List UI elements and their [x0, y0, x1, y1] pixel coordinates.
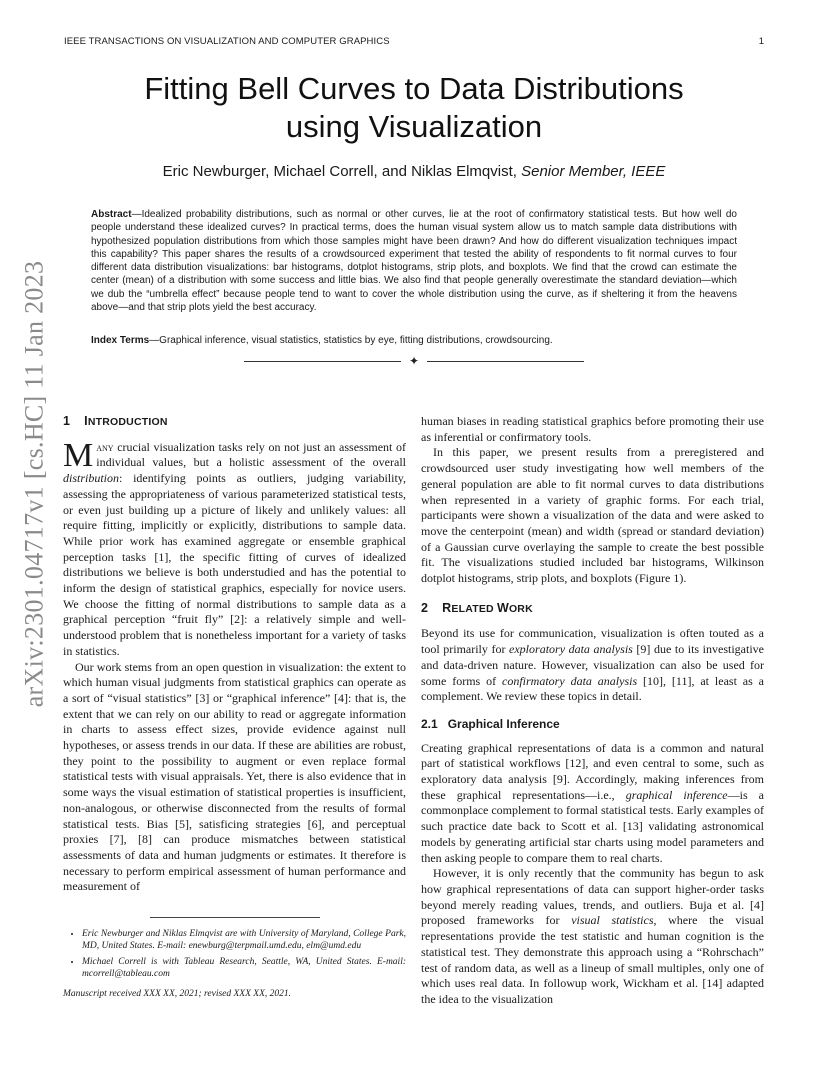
abstract-label: Abstract: [91, 209, 132, 220]
section-number: 2: [421, 600, 429, 615]
related-emphasis-2: confirmatory data analysis: [502, 673, 638, 688]
section-heading-related-work: [421, 601, 764, 618]
index-terms-text: —Graphical inference, visual statistics, statistics by eye, fitting distributions, crowdsourcing.: [149, 335, 553, 346]
footnotes: [63, 928, 406, 1000]
intro-paragraph-2: Our work stems from an open question in visualization: the extent to which human visual judgments from statistical graphics can operate as a sort of “visual statistics” [3] or “graphical inference” [4]: that is, the extent that we can rely on our ability to read or aggregate information in charts to assess effect sizes, provide evidence against null hypotheses, or assess trends in our data. If these are abilities are robust, they point to the possibility to augment or even replace formal statistical tests with visual appraisals. Yet, there is also evidence that in some ways the visual estimation of statistical properties is insufficient, non-analogous, or otherwise disconnected from the results of formal statistical tests. Bias [5], satisficing strategies [6], and perceptual proxies [7], [8] can produce mismatches between statistical assessments of data and human judgments or estimates. It therefore is necessary to perform empirical assessment of human performance and measurement of: [63, 659, 406, 894]
section-title-rest: ELATED: [451, 602, 497, 615]
section-title-rest: NTRODUCTION: [87, 416, 168, 428]
arxiv-identifier-text: arXiv:2301.04717v1 [cs.HC] 11 Jan 2023: [19, 260, 49, 708]
footnote-affiliation-1: • Eric Newburger and Niklas Elmqvist are with University of Maryland, College Park, MD, United States. E-mail: enewburg@terpmail.umd.edu, elm@umd.edu: [82, 928, 406, 952]
gi2-text-b: , where the visual representations provide the test statistic and human cognition is the statistical test. They demonstrate this approach using a “Rohrschach” test of random data, as well as a lineup of small multiples, only one of which uses real data. In followup work, Wickham et al. [14] adapted the idea to the visualization: [421, 913, 765, 1006]
related-text-b: [9] due to its investigative and data-driven nature. However, visualization can also be used for some forms of: [421, 642, 764, 688]
section-number: 1: [63, 414, 71, 428]
right-column: [421, 414, 764, 1008]
paper-title-line-1: Fitting Bell Curves to Data Distributions: [144, 71, 684, 106]
gi-emphasis: graphical inference: [625, 787, 728, 802]
related-text-c: [10], [11], at least as a complement. We review these topics in detail.: [421, 673, 765, 704]
related-work-paragraph: [421, 626, 764, 705]
running-head: IEEE TRANSACTIONS ON VISUALIZATION AND COMPUTER GRAPHICS: [64, 36, 390, 47]
footnote-affiliation-2: • Michael Correll is with Tableau Research, Seattle, WA, United States. E-mail: mcorrell@tableau.com: [82, 956, 406, 980]
manuscript-note: Manuscript received XXX XX, 2021; revised XXX XX, 2021.: [63, 989, 292, 999]
gi-text-b: —is a commonplace complement to formal statistical tests. Early examples of such practice date back to Scott et al. [13] validating astronomical models by generating artificial star charts using model parameters and then asking people to compare them to real charts.: [421, 787, 764, 865]
intro-text-b: : identifying points as outliers, judging variability, assessing the appropriateness of various parameterized statistical tests, or even just building up a picture of likely and unlikely values: all require fitting, implicitly or explicitly, distributions to sample data. While prior work has examined aggregate or ensemble graphical perception tasks [1], the specific fitting of curves of idealized distributions we believe is both understudied and has the potential to inform the design of statistical graphics, especially for novice users. We choose the fitting of normal distributions to sample data as a graphical perception “fruit fly” [2]: a relatively simple and well-understood problem that is nonetheless important for a variety of tasks in statistics.: [63, 471, 406, 658]
related-text-a: Beyond its use for communication, visualization is often touted as a tool primarily for: [421, 626, 764, 657]
intro-paragraph-1: [63, 436, 406, 660]
related-emphasis-1: exploratory data analysis: [509, 642, 633, 657]
subsection-title: Graphical Inference: [447, 716, 560, 731]
author-list: [70, 162, 758, 182]
drop-cap: M: [63, 436, 94, 474]
paper-title-line-2: using Visualization: [285, 109, 543, 144]
section-divider: [244, 354, 584, 368]
divider-rule-right: [427, 361, 584, 362]
divider-rule-left: [244, 361, 401, 362]
intro-paragraph-continued: human biases in reading statistical graphics before promoting their use as inferential or confirmatory tools.: [421, 414, 764, 444]
abstract: [91, 208, 737, 314]
paper-title: [70, 70, 758, 146]
author-membership: Senior Member, IEEE: [521, 163, 666, 180]
subsection-number: 2.1: [421, 716, 438, 731]
graphical-inference-paragraph-1: [421, 741, 764, 867]
gi2-emphasis: visual statistics: [571, 913, 654, 928]
section-title-initial: I: [84, 414, 88, 428]
section-title-initial: R: [442, 600, 452, 615]
divider-diamond-icon: ✦: [408, 354, 420, 368]
author-names: Eric Newburger, Michael Correll, and Niklas Elmqvist,: [162, 163, 517, 180]
abstract-text: —Idealized probability distributions, such as normal or other curves, lie at the root of confirmatory statistical tests. But how well do people understand these idealized curves? In practical terms, does the human visual system allow us to match sample data distributions with hypothesized population distributions from which those samples might have been drawn? And how do different visualization techniques impact this capability? This paper shares the results of a crowdsourced experiment that tested the ability of respondents to fit normal curves to four different data distribution visualizations: bar histograms, dotplot histograms, strip plots, and boxplots. We find that the crowd can estimate the center (mean) of a distribution with some success and little bias. We also find that people generally overestimate the standard deviation—which we dub the “umbrella effect” because people tend to want to cover the whole distribution using the curve, as if sheltering it from the heavens above—and that strip plots yield the best accuracy.: [91, 209, 737, 314]
arxiv-identifier-stamp: [4, 260, 64, 708]
index-terms-label: Index Terms: [91, 335, 150, 346]
intro-paragraph-3: In this paper, we present results from a preregistered and crowdsourced user study investigating how well members of the general population are able to fit normal curves to data distributions when represented in a variety of graphic forms. For each trial, participants were shown a visualization of the data and were asked to move the centerpoint (mean) and width (spread or standard deviation) of a Gaussian curve overlaying the sample to create the best possible fit. The visualizations studied included bar histograms, Wilkinson dotplot histograms, strip plots, and boxplots (Figure 1).: [421, 445, 764, 586]
footnote-rule: [150, 917, 320, 918]
gi2-text-a: However, it is only recently that the community has begun to ask how graphical representations of data can support higher-order tasks beyond merely reading values, trends, and outliers. Buja et al. [4] proposed frameworks for: [421, 866, 764, 928]
intro-text-a: crucial visualization tasks rely on not just an assessment of individual values, but a holistic assessment of the overall: [96, 439, 406, 470]
section-heading-introduction: [63, 414, 406, 431]
left-column: [63, 414, 406, 895]
index-terms: [91, 334, 737, 347]
intro-emphasis: distribution: [63, 471, 120, 486]
section-title-initial-2: W: [496, 600, 509, 615]
page-number: 1: [758, 36, 764, 47]
graphical-inference-paragraph-2: [421, 866, 764, 1007]
subsection-heading-graphical-inference: [421, 717, 764, 733]
gi-text-a: Creating graphical representations of data is a common and natural part of statistical workflows [12], and even central to some, such as exploratory data analysis [9]. Accordingly, making inferences from these graphical representations—i.e.,: [421, 740, 764, 802]
section-title-rest-2: ORK: [508, 602, 533, 615]
intro-smallcaps: any: [96, 439, 114, 454]
